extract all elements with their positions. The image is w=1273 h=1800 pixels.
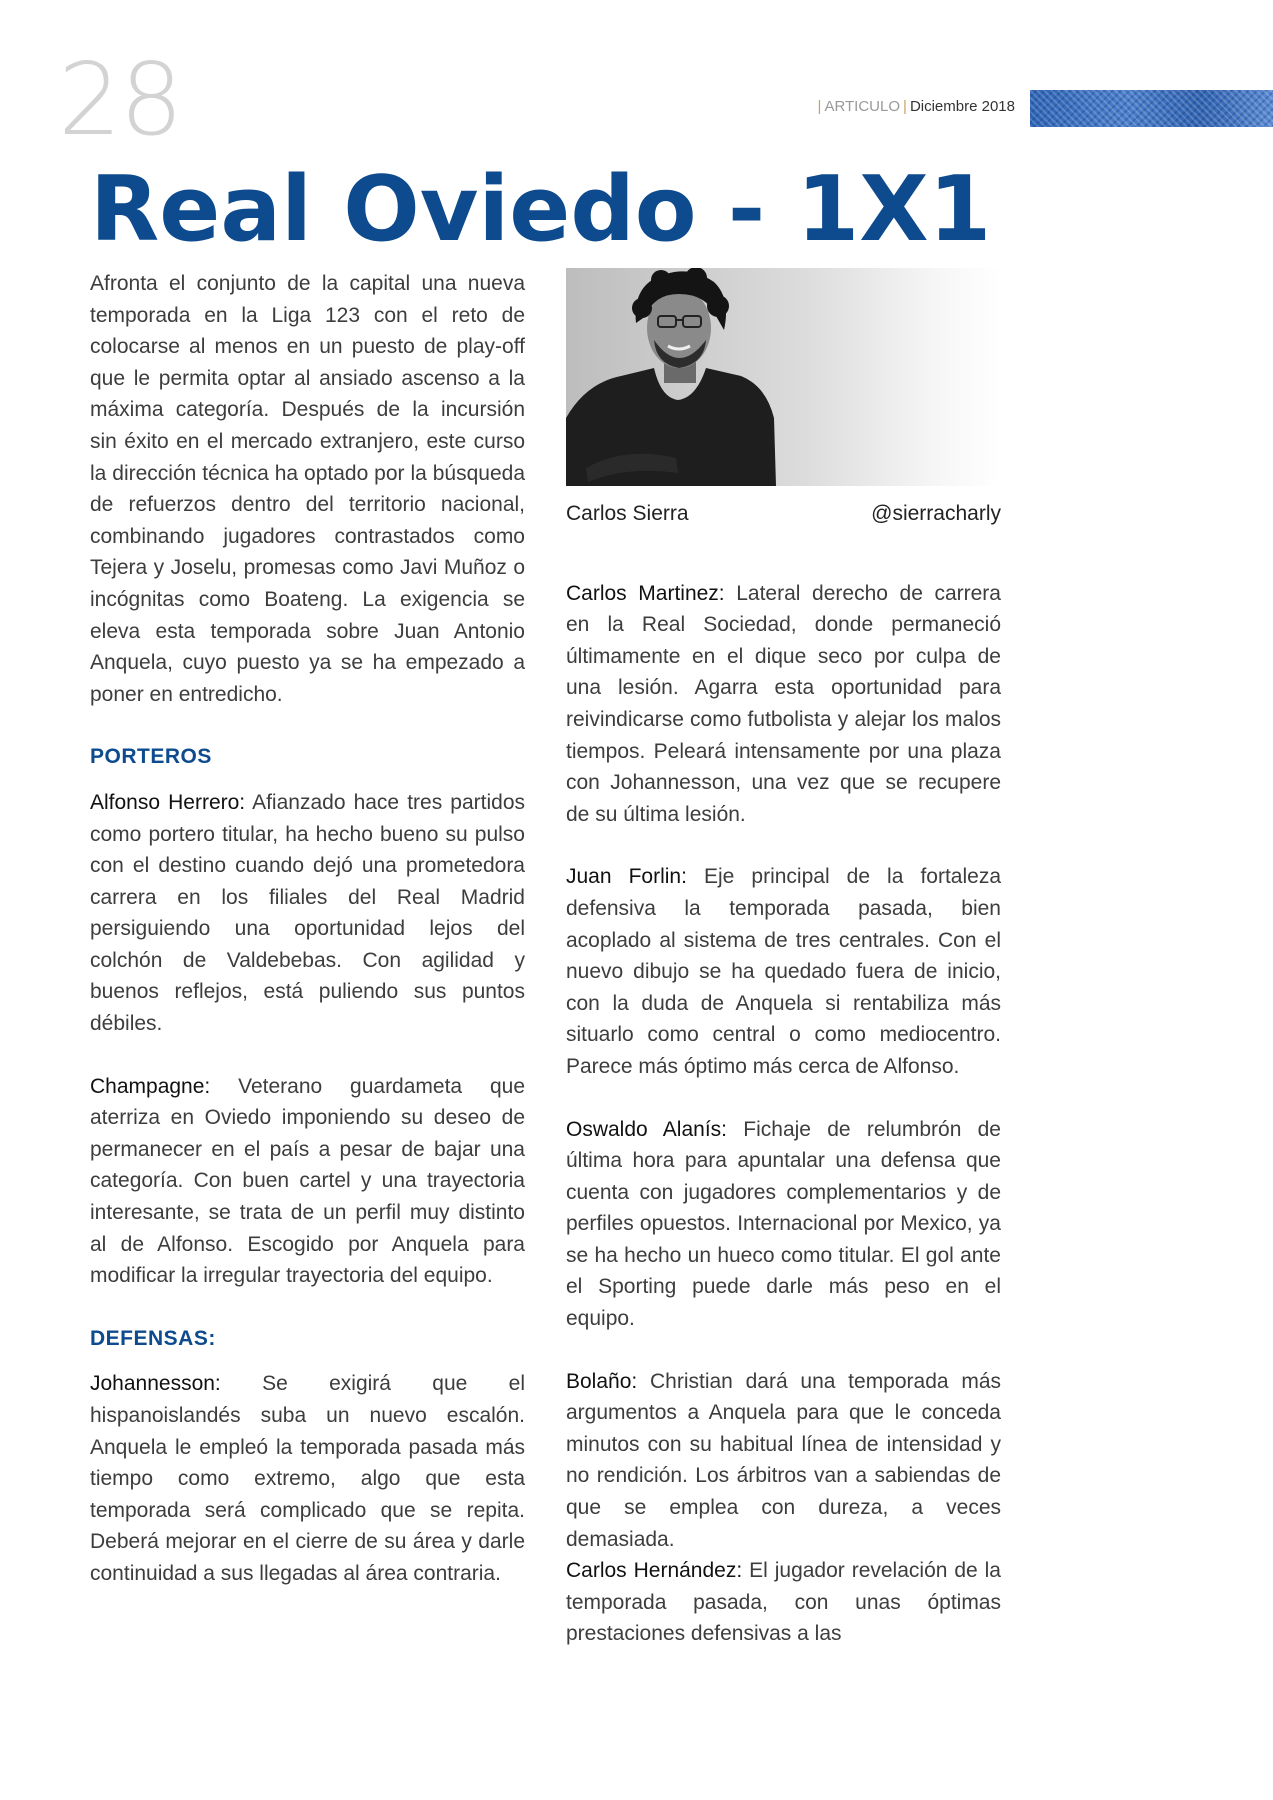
left-column xyxy=(90,268,525,1621)
player-name: Johannesson: xyxy=(90,1372,221,1396)
section-heading-porteros: PORTEROS xyxy=(90,745,212,769)
player-name: Juan Forlin: xyxy=(566,865,687,889)
issue-date: Diciembre 2018 xyxy=(909,98,1015,115)
player-entry xyxy=(90,1071,525,1292)
player-name: Carlos Martinez: xyxy=(566,581,725,605)
player-entry xyxy=(566,861,1001,1082)
header-decor-band xyxy=(1030,90,1273,127)
section-heading-defensas: DEFENSAS: xyxy=(90,1326,216,1350)
article-title: Real Oviedo - 1X1 xyxy=(90,157,992,262)
player-entry xyxy=(566,1555,1001,1650)
section-label: ARTICULO xyxy=(824,98,901,115)
player-description: Veterano guardameta que aterriza en Oviedo imponiendo su deseo de permanecer en el país a pesar de bajar una categoría. Con buen cartel y una trayectoria interesante, se trata de un perfil muy distinto al de Alfonso. Escogido por Anquela para modificar la irregular trayectoria del equipo. xyxy=(90,1074,525,1288)
player-entry xyxy=(90,1368,525,1589)
author-name: Carlos Sierra xyxy=(566,502,689,525)
player-description: Se exigirá que el hispanoislandés suba un nuevo escalón. Anquela le empleó la temporada pasada más tiempo como extremo, algo que esta temporada será complicado que se repita. Deberá mejorar en el cierre de su área y darle continuidad a sus llegadas al área contraria. xyxy=(90,1372,525,1585)
player-entry xyxy=(566,578,1001,831)
player-name: Champagne: xyxy=(90,1074,211,1098)
page-number: 28 xyxy=(58,41,182,158)
player-description: El jugador revelación de la temporada pasada, con unas óptimas prestaciones defensivas a las xyxy=(566,1559,1001,1646)
player-entry xyxy=(566,1366,1001,1556)
header-meta xyxy=(815,98,1015,115)
player-description: Lateral derecho de carrera en la Real Sociedad, donde permaneció últimamente en el dique seco por culpa de una lesión. Agarra esta oportunidad para reivindicarse como futbolista y alejar los malos tiempos. Peleará intensamente por una plaza con Johannesson, una vez que se recupere de su última lesión. xyxy=(566,581,1001,826)
player-name: Alfonso Herrero: xyxy=(90,790,246,814)
header-separator: | xyxy=(817,98,822,115)
player-description: Christian dará una temporada más argumentos a Anquela para que le conceda minutos con su habitual línea de intensidad y no rendición. Los árbitros van a sabiendas de que se emplea con dureza, a veces demasiada. xyxy=(566,1369,1001,1551)
author-photo xyxy=(566,268,1001,486)
right-column xyxy=(566,268,1001,1650)
player-entry xyxy=(90,787,525,1040)
player-description: Fichaje de relumbrón de última hora para apuntalar una defensa que cuenta con jugadores complementarios y de perfiles opuestos. Internacional por Mexico, ya se ha hecho un hueco como titular. El gol ante el Sporting puede darle más peso en el equipo. xyxy=(566,1117,1001,1331)
author-credit xyxy=(566,498,1001,530)
player-name: Oswaldo Alanís: xyxy=(566,1117,727,1141)
player-entry xyxy=(566,1114,1001,1335)
player-description: Afianzado hace tres partidos como portero titular, ha hecho bueno su pulso con el destino cuando dejó una prometedora carrera en los filiales del Real Madrid persiguiendo una oportunidad lejos del colchón de Valdebebas. Con agilidad y buenos reflejos, está puliendo sus puntos débiles. xyxy=(90,790,525,1036)
author-handle: @sierracharly xyxy=(871,502,1001,525)
player-name: Bolaño: xyxy=(566,1369,638,1393)
intro-paragraph: Afronta el conjunto de la capital una nueva temporada en la Liga 123 con el reto de colocarse al menos en un puesto de play-off que le permita optar al ansiado ascenso a la máxima categoría. Después de la incursión sin éxito en el mercado extranjero, este curso la dirección técnica ha optado por la búsqueda de refuerzos dentro del territorio nacional, combinando jugadores contrastados como Tejera y Joselu, promesas como Javi Muñoz o incógnitas como Boateng. La exigencia se eleva esta temporada sobre Juan Antonio Anquela, cuyo puesto ya se ha empezado a poner en entredicho. xyxy=(90,272,525,706)
header-separator: | xyxy=(903,98,907,115)
player-name: Carlos Hernández: xyxy=(566,1559,743,1583)
player-description: Eje principal de la fortaleza defensiva la temporada pasada, bien acoplado al sistema de tres centrales. Con el nuevo dibujo se ha quedado fuera de inicio, con la duda de Anquela si rentabiliza más situarlo como central o como mediocentro. Parece más óptimo más cerca de Alfonso. xyxy=(566,865,1001,1078)
author-portrait-icon xyxy=(566,268,1001,486)
